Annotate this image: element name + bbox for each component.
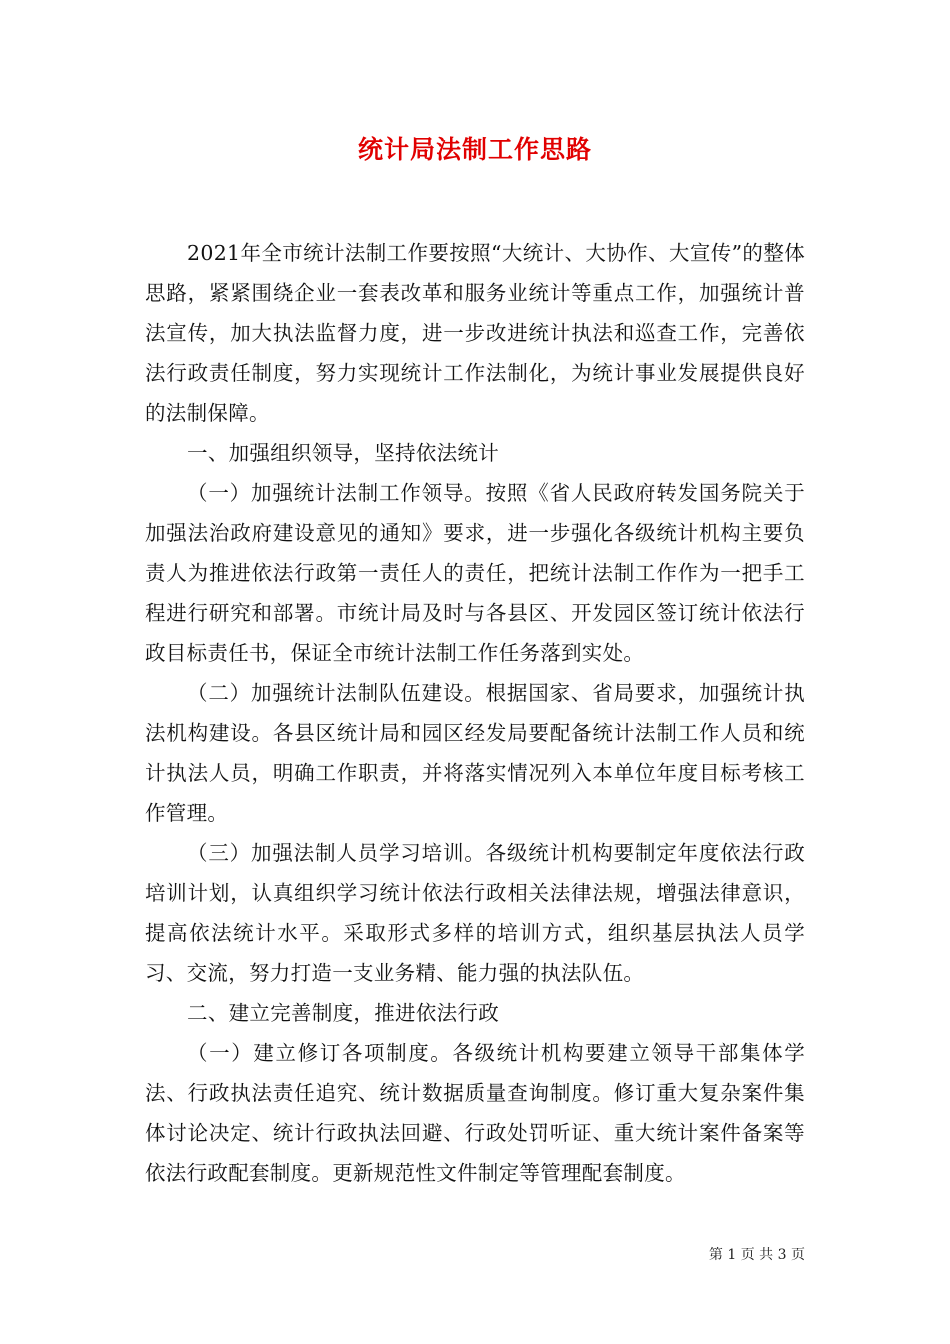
body-paragraph: （一）加强统计法制工作领导。按照《省人民政府转发国务院关于加强法治政府建设意见的通知》要求，进一步强化各级统计机构主要负责人为推进依法行政第一责任人的责任，把统计法制工作作为一把手工程进行研究和部署。市统计局及时与各县区、开发园区签订统计依法行政目标责任书，保证全市统计法制工作任务落到实处。 [145,481,805,665]
body-paragraph: （一）建立修订各项制度。各级统计机构要建立领导干部集体学法、行政执法责任追究、统计数据质量查询制度。修订重大复杂案件集体讨论决定、统计行政执法回避、行政处罚听证、重大统计案件备案等依法行政配套制度。更新规范性文件制定等管理配套制度。 [145,1041,805,1185]
section-heading-2: 二、建立完善制度，推进依法行政 [187,1001,500,1025]
body-paragraph: （三）加强法制人员学习培训。各级统计机构要制定年度依法行政培训计划，认真组织学习统计依法行政相关法律法规，增强法律意识，提高依法统计水平。采取形式多样的培训方式，组织基层执法人员学习、交流，努力打造一支业务精、能力强的执法队伍。 [145,841,805,985]
intro-paragraph: 2021年全市统计法制工作要按照“大统计、大协作、大宣传”的整体思路，紧紧围绕企业一套表改革和服务业统计等重点工作，加强统计普法宣传，加大执法监督力度，进一步改进统计执法和巡查工作，完善依法行政责任制度，努力实现统计工作法制化，为统计事业发展提供良好的法制保障。 [145,241,805,425]
body-paragraph: （二）加强统计法制队伍建设。根据国家、省局要求，加强统计执法机构建设。各县区统计局和园区经发局要配备统计法制工作人员和统计执法人员，明确工作职责，并将落实情况列入本单位年度目标考核工作管理。 [145,681,805,825]
document-title: 统计局法制工作思路 [357,135,592,164]
page-number: 第 1 页 共 3 页 [708,1247,805,1263]
section-heading-1: 一、加强组织领导，坚持依法统计 [187,441,500,465]
document-body [145,233,805,1193]
